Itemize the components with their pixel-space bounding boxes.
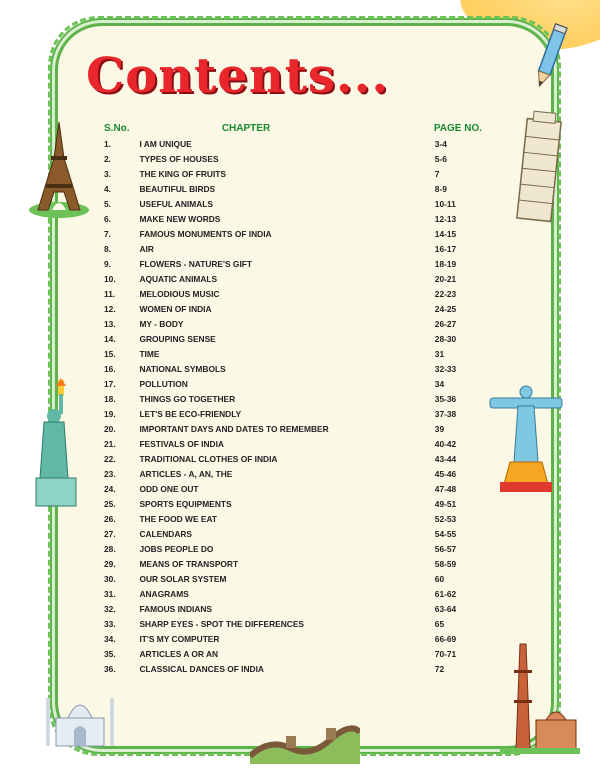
chapter-title: FAMOUS MONUMENTS OF INDIA <box>139 229 272 239</box>
eiffel-tower-icon <box>24 118 94 218</box>
table-row <box>104 182 484 197</box>
row-number: 2. <box>104 154 111 164</box>
chapter-title: BEAUTIFUL BIRDS <box>139 184 216 194</box>
page-number: 37-38 <box>434 409 457 419</box>
chapter-title: CLASSICAL DANCES OF INDIA <box>139 664 264 674</box>
page-number: 54-55 <box>434 529 457 539</box>
chapter-title: THE FOOD WE EAT <box>139 514 217 524</box>
page-number: 14-15 <box>434 229 457 239</box>
pencil-icon <box>530 22 570 92</box>
table-row <box>104 332 484 347</box>
page-number: 26-27 <box>434 319 457 329</box>
table-row <box>104 152 484 167</box>
table-row <box>104 527 484 542</box>
page-number: 47-48 <box>434 484 457 494</box>
table-row <box>104 257 484 272</box>
table-row <box>104 242 484 257</box>
table-row <box>104 272 484 287</box>
row-number: 5. <box>104 199 111 209</box>
chapter-title: FAMOUS INDIANS <box>139 604 213 614</box>
page-number: 5-6 <box>434 154 447 164</box>
row-number: 28. <box>104 544 116 554</box>
table-row <box>104 377 484 392</box>
table-row <box>104 662 484 677</box>
chapter-title: FLOWERS - NATURE'S GIFT <box>139 259 252 269</box>
table-row <box>104 542 484 557</box>
row-number: 15. <box>104 349 116 359</box>
row-number: 36. <box>104 664 116 674</box>
row-number: 19. <box>104 409 116 419</box>
chapter-title: LET'S BE ECO-FRIENDLY <box>139 409 242 419</box>
chapter-title: SPORTS EQUIPMENTS <box>139 499 232 509</box>
table-row <box>104 557 484 572</box>
page-number: 18-19 <box>434 259 457 269</box>
page-number: 61-62 <box>434 589 457 599</box>
chapter-title: TIME <box>139 349 160 359</box>
chapter-title: MY - BODY <box>139 319 184 329</box>
page-number: 28-30 <box>434 334 457 344</box>
page-number: 72 <box>434 664 445 674</box>
header-chapter: CHAPTER <box>221 123 271 134</box>
page-number: 35-36 <box>434 394 457 404</box>
table-row <box>104 512 484 527</box>
taj-mahal-icon <box>40 690 120 750</box>
row-number: 14. <box>104 334 116 344</box>
row-number: 30. <box>104 574 116 584</box>
row-number: 18. <box>104 394 116 404</box>
row-number: 21. <box>104 439 116 449</box>
row-number: 17. <box>104 379 116 389</box>
chapter-title: ODD ONE OUT <box>139 484 199 494</box>
row-number: 35. <box>104 649 116 659</box>
table-row <box>104 347 484 362</box>
chapter-title: ARTICLES - A, AN, THE <box>139 469 233 479</box>
table-row <box>104 422 484 437</box>
chapter-title: AQUATIC ANIMALS <box>139 274 218 284</box>
chapter-title: IMPORTANT DAYS AND DATES TO REMEMBER <box>139 424 329 434</box>
page-number: 65 <box>434 619 445 629</box>
header-sno: S.No. <box>104 123 130 134</box>
page-number: 52-53 <box>434 514 457 524</box>
row-number: 4. <box>104 184 111 194</box>
row-number: 23. <box>104 469 116 479</box>
table-header <box>104 123 484 137</box>
chapter-title: NATIONAL SYMBOLS <box>139 364 226 374</box>
row-number: 10. <box>104 274 116 284</box>
row-number: 3. <box>104 169 111 179</box>
chapter-title: WOMEN OF INDIA <box>139 304 212 314</box>
table-row <box>104 482 484 497</box>
row-number: 13. <box>104 319 116 329</box>
row-number: 33. <box>104 619 116 629</box>
chapter-title: MELODIOUS MUSIC <box>139 289 220 299</box>
page-number: 22-23 <box>434 289 457 299</box>
table-body <box>104 137 484 677</box>
chapter-title: MAKE NEW WORDS <box>139 214 221 224</box>
table-row <box>104 572 484 587</box>
page-number: 45-46 <box>434 469 457 479</box>
row-number: 22. <box>104 454 116 464</box>
chapter-title: IT'S MY COMPUTER <box>139 634 220 644</box>
row-number: 16. <box>104 364 116 374</box>
chapter-title: USEFUL ANIMALS <box>139 199 213 209</box>
row-number: 20. <box>104 424 116 434</box>
leaning-tower-pisa-icon <box>504 110 574 230</box>
christ-redeemer-icon <box>486 384 566 494</box>
table-row <box>104 587 484 602</box>
chapter-title: SHARP EYES - SPOT THE DIFFERENCES <box>139 619 305 629</box>
page-number: 63-64 <box>434 604 457 614</box>
row-number: 34. <box>104 634 116 644</box>
page-number: 20-21 <box>434 274 457 284</box>
chapter-title: THINGS GO TOGETHER <box>139 394 236 404</box>
page-number: 10-11 <box>434 199 456 209</box>
page-number: 56-57 <box>434 544 457 554</box>
row-number: 27. <box>104 529 116 539</box>
page-number: 34 <box>434 379 445 389</box>
page-number: 24-25 <box>434 304 457 314</box>
page-number: 32-33 <box>434 364 457 374</box>
table-row <box>104 467 484 482</box>
row-number: 11. <box>104 289 116 299</box>
table-row <box>104 602 484 617</box>
chapter-title: THE KING OF FRUITS <box>139 169 226 179</box>
page-number: 16-17 <box>434 244 457 254</box>
chapter-title: TRADITIONAL CLOTHES OF INDIA <box>139 454 278 464</box>
page-number: 60 <box>434 574 445 584</box>
page-title: Contents... <box>86 48 390 104</box>
table-row <box>104 287 484 302</box>
row-number: 9. <box>104 259 111 269</box>
chapter-title: ARTICLES A OR AN <box>139 649 219 659</box>
page-number: 40-42 <box>434 439 457 449</box>
table-row <box>104 617 484 632</box>
page-number: 8-9 <box>434 184 447 194</box>
table-row <box>104 452 484 467</box>
row-number: 6. <box>104 214 111 224</box>
row-number: 24. <box>104 484 116 494</box>
statue-of-liberty-icon <box>28 378 84 508</box>
chapter-title: ANAGRAMS <box>139 589 189 599</box>
page-number: 3-4 <box>434 139 447 149</box>
page-number: 70-71 <box>434 649 457 659</box>
page-number: 7 <box>434 169 440 179</box>
row-number: 8. <box>104 244 111 254</box>
page-number: 31 <box>434 349 445 359</box>
table-row <box>104 227 484 242</box>
chapter-title: JOBS PEOPLE DO <box>139 544 214 554</box>
row-number: 25. <box>104 499 116 509</box>
chapter-title: FESTIVALS OF INDIA <box>139 439 224 449</box>
table-row <box>104 362 484 377</box>
table-row <box>104 197 484 212</box>
chapter-title: CALENDARS <box>139 529 193 539</box>
chapter-title: I AM UNIQUE <box>139 139 192 149</box>
table-row <box>104 497 484 512</box>
great-wall-icon <box>250 716 360 766</box>
row-number: 32. <box>104 604 116 614</box>
table-row <box>104 437 484 452</box>
chapter-title: MEANS OF TRANSPORT <box>139 559 239 569</box>
chapter-title: GROUPING SENSE <box>139 334 216 344</box>
page-number: 43-44 <box>434 454 457 464</box>
chapter-title: AIR <box>139 244 154 254</box>
table-row <box>104 632 484 647</box>
table-row <box>104 647 484 662</box>
table-row <box>104 302 484 317</box>
contents-table <box>104 123 484 677</box>
page-number: 12-13 <box>434 214 457 224</box>
chapter-title: OUR SOLAR SYSTEM <box>139 574 227 584</box>
table-row <box>104 317 484 332</box>
table-row <box>104 167 484 182</box>
row-number: 1. <box>104 139 111 149</box>
chapter-title: TYPES OF HOUSES <box>139 154 219 164</box>
row-number: 12. <box>104 304 116 314</box>
row-number: 26. <box>104 514 116 524</box>
table-row <box>104 407 484 422</box>
page-number: 58-59 <box>434 559 457 569</box>
table-row <box>104 137 484 152</box>
chapter-title: POLLUTION <box>139 379 188 389</box>
header-page: PAGE NO. <box>433 123 482 134</box>
page-number: 39 <box>434 424 445 434</box>
row-number: 29. <box>104 559 116 569</box>
row-number: 7. <box>104 229 111 239</box>
row-number: 31. <box>104 589 116 599</box>
page-number: 49-51 <box>434 499 457 509</box>
table-row <box>104 392 484 407</box>
page-number: 66-69 <box>434 634 457 644</box>
qutub-minar-icon <box>500 640 580 755</box>
table-row <box>104 212 484 227</box>
